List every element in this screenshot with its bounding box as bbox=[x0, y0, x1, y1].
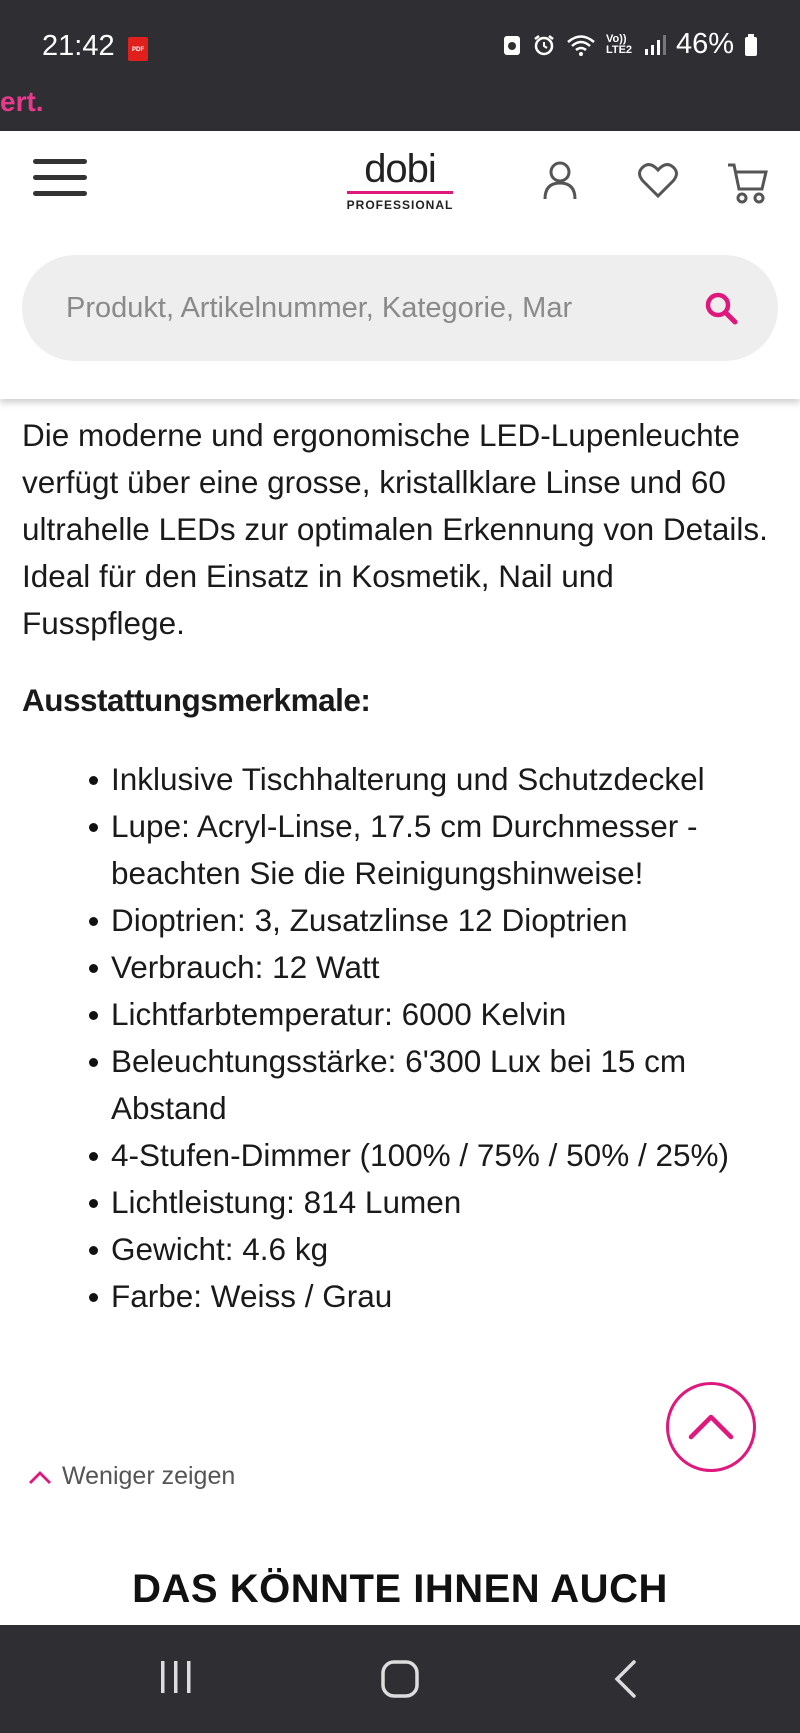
menu-icon bbox=[33, 159, 87, 164]
status-bar bbox=[0, 0, 800, 96]
product-description: Die moderne und ergonomische LED-Lupenleuchte verfügt über eine grosse, kristallklare Linse und 60 ultrahelle LEDs zur optimalen Erkennung von Details. Ideal für den Einsatz in Kosmetik, Nail und Fusspflege. bbox=[22, 417, 768, 641]
navigation-bar bbox=[0, 1625, 800, 1733]
battery-level: 46% bbox=[675, 28, 734, 60]
chevron-up-icon bbox=[669, 1385, 753, 1469]
dobi-logo[interactable] bbox=[344, 149, 456, 212]
features-list bbox=[22, 756, 782, 1320]
features-title: Ausstattungsmerkmale: bbox=[22, 682, 371, 718]
search-bar bbox=[22, 255, 778, 361]
list-item: Farbe: Weiss / Grau bbox=[111, 1273, 782, 1320]
recent-apps-icon[interactable] bbox=[158, 1659, 194, 1695]
recommendations-heading: DAS KÖNNTE IHNEN AUCH bbox=[132, 1567, 668, 1611]
logo-underline bbox=[347, 191, 453, 194]
list-item: Lichtfarbtemperatur: 6000 Kelvin bbox=[111, 991, 782, 1038]
site-header bbox=[0, 131, 800, 399]
status-icons bbox=[502, 28, 758, 61]
battery-icon bbox=[744, 33, 758, 57]
menu-button[interactable] bbox=[33, 159, 87, 203]
list-item: Lichtleistung: 814 Lumen bbox=[111, 1179, 782, 1226]
back-icon[interactable] bbox=[612, 1659, 638, 1699]
network-type: Vo)) LTE2 bbox=[605, 32, 633, 56]
chevron-up-icon bbox=[28, 1469, 52, 1485]
promo-banner bbox=[0, 96, 800, 131]
home-icon[interactable] bbox=[380, 1659, 420, 1699]
logo-subtitle: PROFESSIONAL bbox=[346, 198, 454, 212]
list-item: Dioptrien: 3, Zusatzlinse 12 Dioptrien bbox=[111, 897, 782, 944]
search-icon[interactable] bbox=[704, 291, 738, 325]
product-description-section bbox=[22, 412, 782, 1320]
pdf-notification-icon: PDF bbox=[128, 37, 148, 61]
heart-icon[interactable] bbox=[638, 161, 678, 199]
cart-icon[interactable] bbox=[726, 161, 768, 205]
signal-icon bbox=[644, 34, 666, 56]
clipboard-icon bbox=[502, 33, 522, 57]
list-item: Verbrauch: 12 Watt bbox=[111, 944, 782, 991]
logo-text: dobi bbox=[364, 147, 436, 191]
alarm-icon bbox=[532, 33, 556, 57]
promo-banner-text: ert. bbox=[0, 86, 44, 117]
wifi-icon bbox=[566, 33, 596, 57]
show-less-link[interactable] bbox=[28, 1462, 235, 1491]
search-input[interactable] bbox=[66, 255, 642, 361]
list-item: Beleuchtungsstärke: 6'300 Lux bei 15 cm Abstand bbox=[111, 1038, 782, 1132]
list-item: 4-Stufen-Dimmer (100% / 75% / 50% / 25%) bbox=[111, 1132, 782, 1179]
status-time: 21:42 bbox=[42, 30, 115, 62]
list-item: Gewicht: 4.6 kg bbox=[111, 1226, 782, 1273]
list-item: Inklusive Tischhalterung und Schutzdeckel bbox=[111, 756, 782, 803]
user-icon[interactable] bbox=[543, 161, 577, 201]
scroll-to-top-button[interactable] bbox=[666, 1382, 756, 1472]
list-item: Lupe: Acryl-Linse, 17.5 cm Durchmesser - beachten Sie die Reinigungshinweise! bbox=[111, 803, 782, 897]
show-less-label: Weniger zeigen bbox=[62, 1462, 236, 1490]
